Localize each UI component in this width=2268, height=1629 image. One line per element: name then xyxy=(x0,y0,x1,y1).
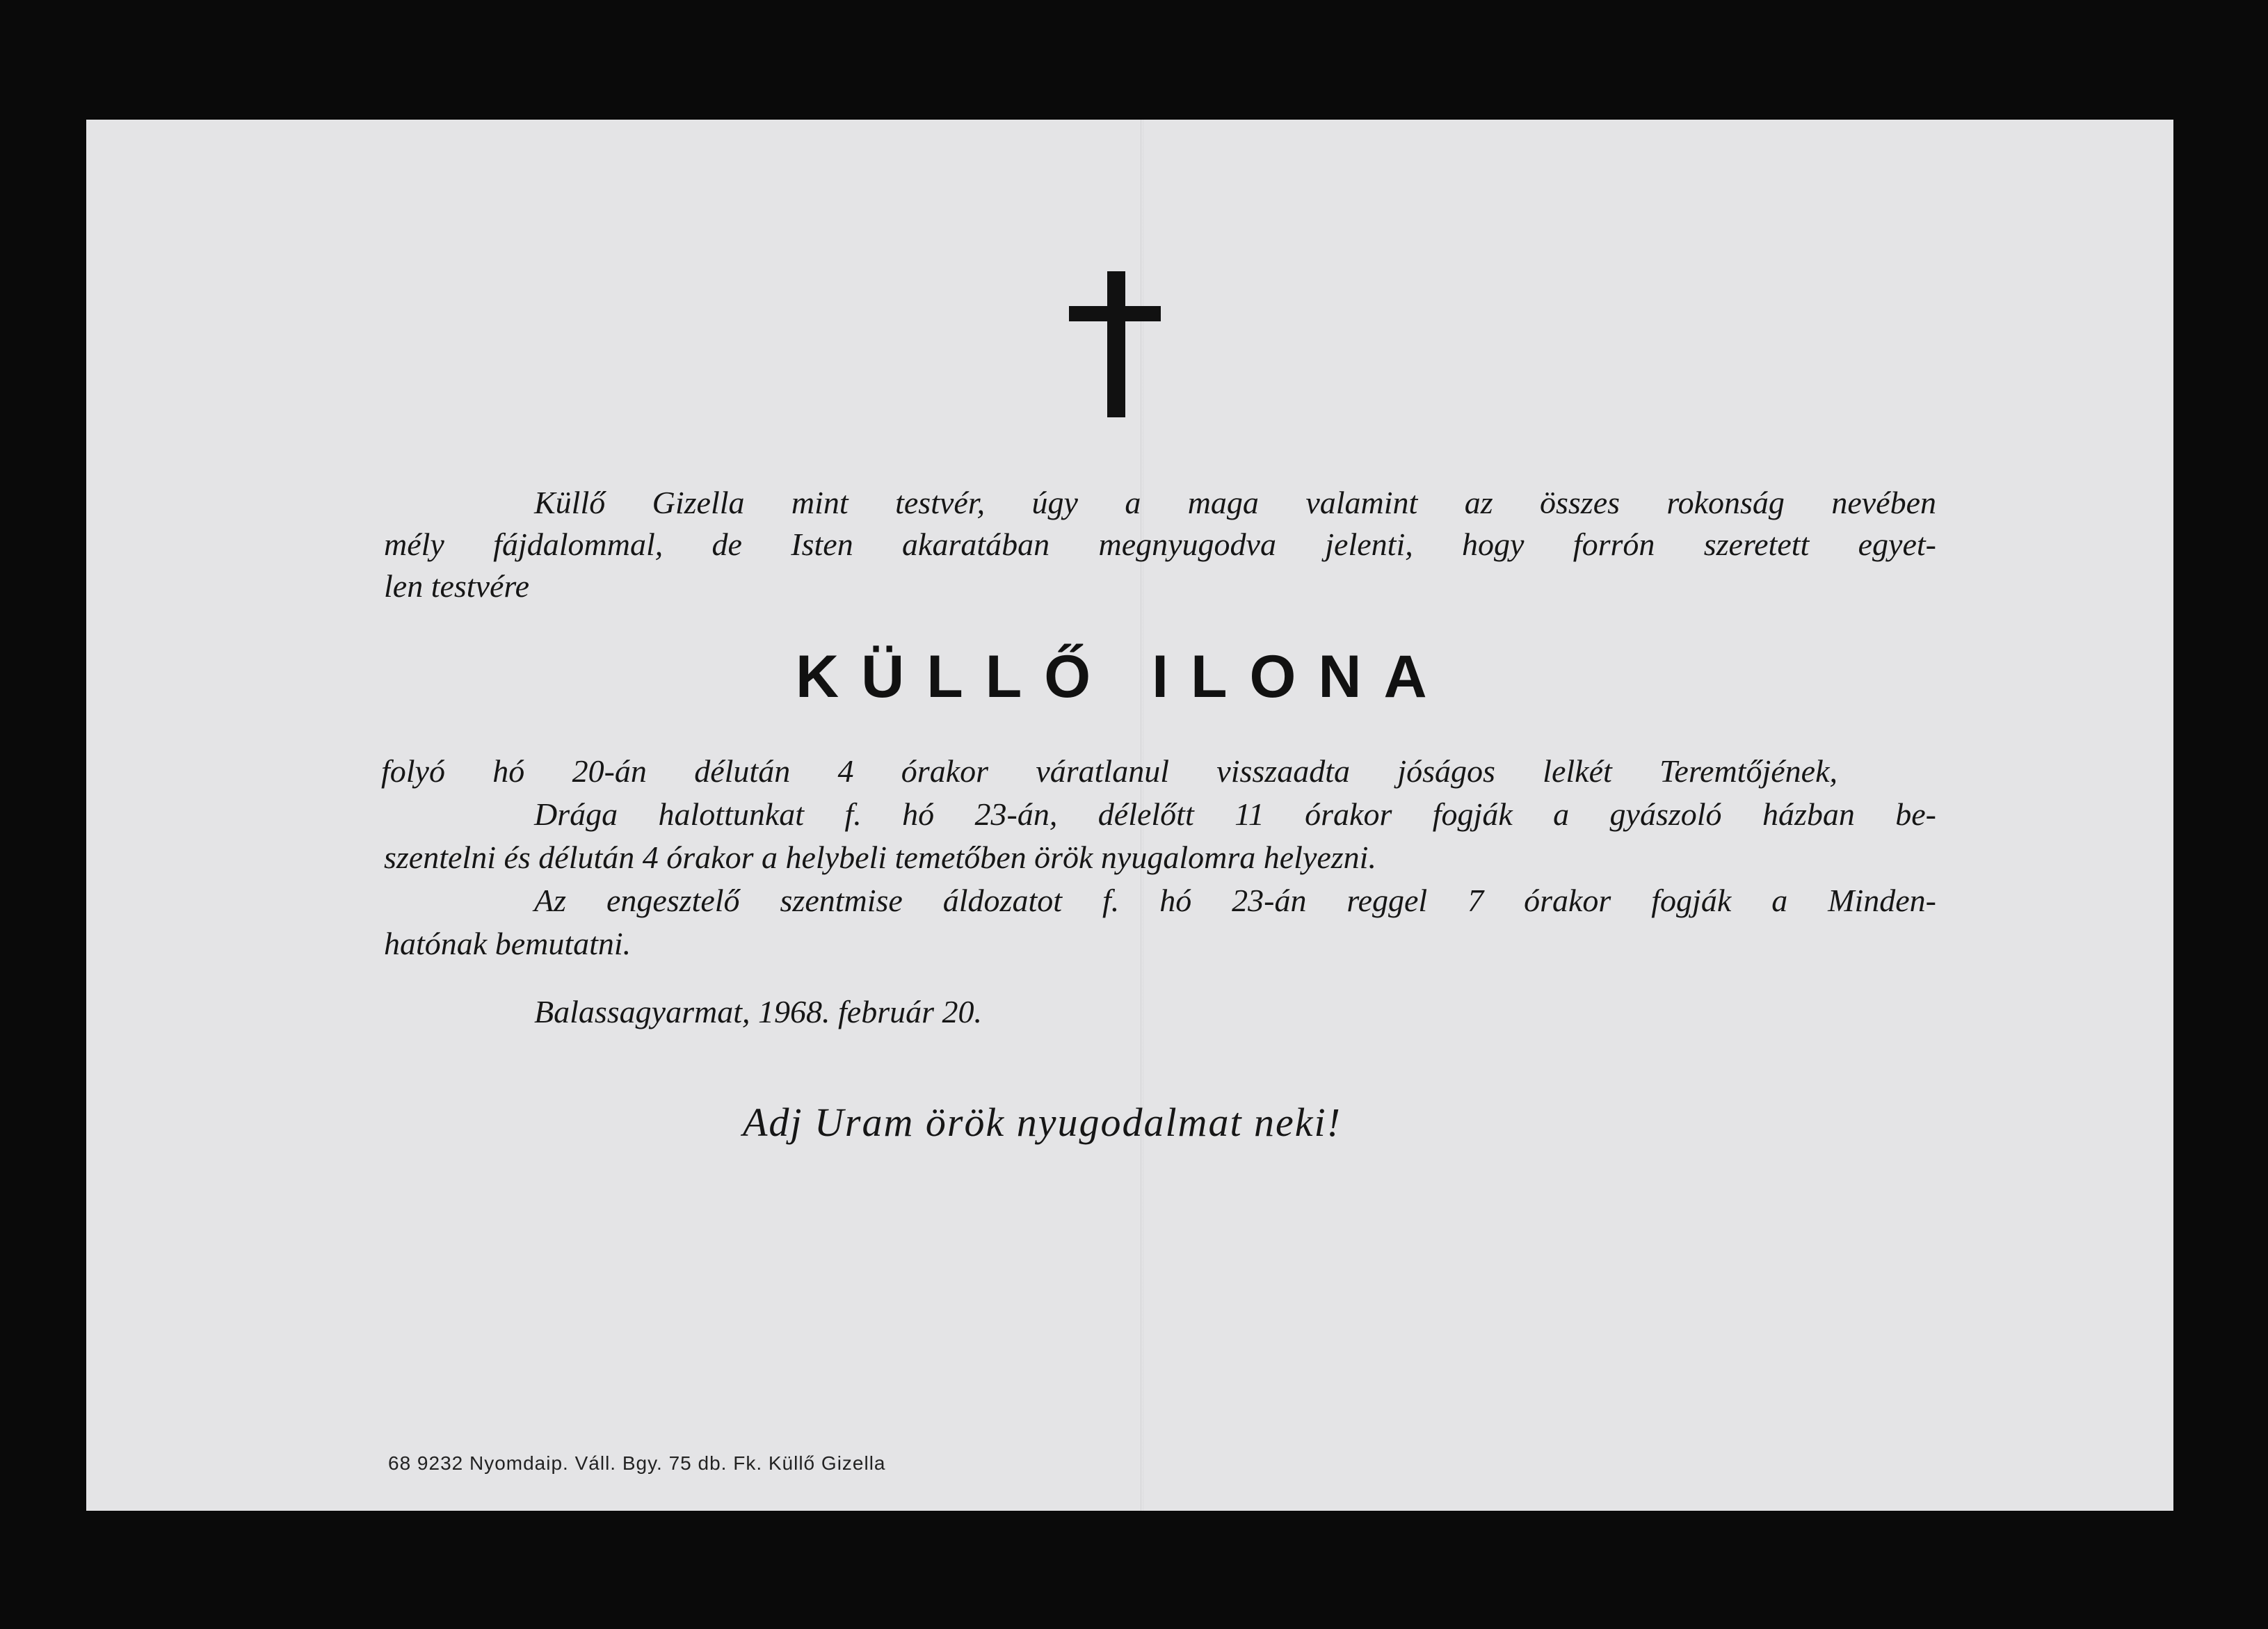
body-line-2: Drága halottunkat f. hó 23-án, délelőtt 11 órakor fogják a gyászoló házban be- xyxy=(534,796,1936,832)
body-line-3: szentelni és délután 4 órakor a helybeli temetőben örök nyugalomra helyezni. xyxy=(384,840,1376,875)
place-and-date: Balassagyarmat, 1968. február 20. xyxy=(534,994,982,1029)
body-line-5: hatónak bemutatni. xyxy=(384,926,632,961)
intro-line-1: Küllő Gizella mint testvér, úgy a maga valamint az összes rokonság nevében xyxy=(534,485,1936,520)
intro-line-2: mély fájdalommal, de Isten akaratában megnyugodva jelenti, hogy forrón szeretett egyet- xyxy=(384,527,1936,562)
body-line-4: Az engesztelő szentmise áldozatot f. hó 23-án reggel 7 órakor fogják a Minden- xyxy=(534,883,1936,918)
body-line-1: folyó hó 20-án délután 4 órakor váratlanul visszaadta jóságos lelkét Teremtőjének, xyxy=(381,753,1837,789)
cross-icon xyxy=(1069,271,1161,417)
closing-prayer: Adj Uram örök nyugodalmat neki! xyxy=(743,1100,1342,1145)
deceased-name: KÜLLŐ ILONA xyxy=(796,643,1449,710)
obituary-sheet xyxy=(86,120,2173,1511)
printer-imprint: 68 9232 Nyomdaip. Váll. Bgy. 75 db. Fk. Küllő Gizella xyxy=(388,1452,886,1474)
intro-line-3: len testvére xyxy=(384,568,530,604)
